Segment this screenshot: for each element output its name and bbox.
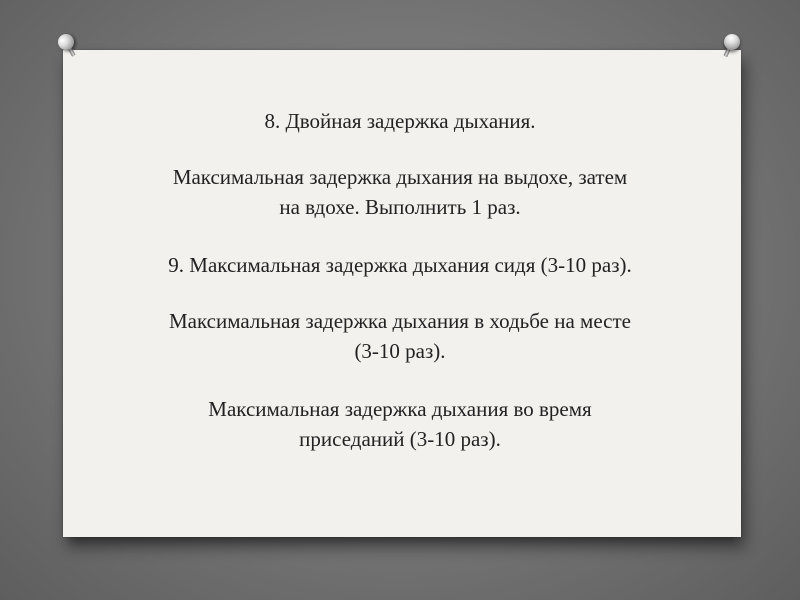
- heading-exercise-9: 9. Максимальная задержка дыхания сидя (3-10 раз).: [168, 253, 632, 277]
- text-line: приседаний (3-10 раз).: [299, 427, 501, 451]
- text-line: (3-10 раз).: [354, 339, 446, 363]
- slide-text: [100, 106, 700, 454]
- text-line: на вдохе. Выполнить 1 раз.: [279, 195, 521, 219]
- heading-exercise-8: 8. Двойная задержка дыхания.: [264, 109, 536, 133]
- text-line: Максимальная задержка дыхания во время: [208, 397, 592, 421]
- text-line: Максимальная задержка дыхания на выдохе, затем: [172, 165, 628, 189]
- text-line: Максимальная задержка дыхания в ходьбе на месте: [169, 309, 631, 333]
